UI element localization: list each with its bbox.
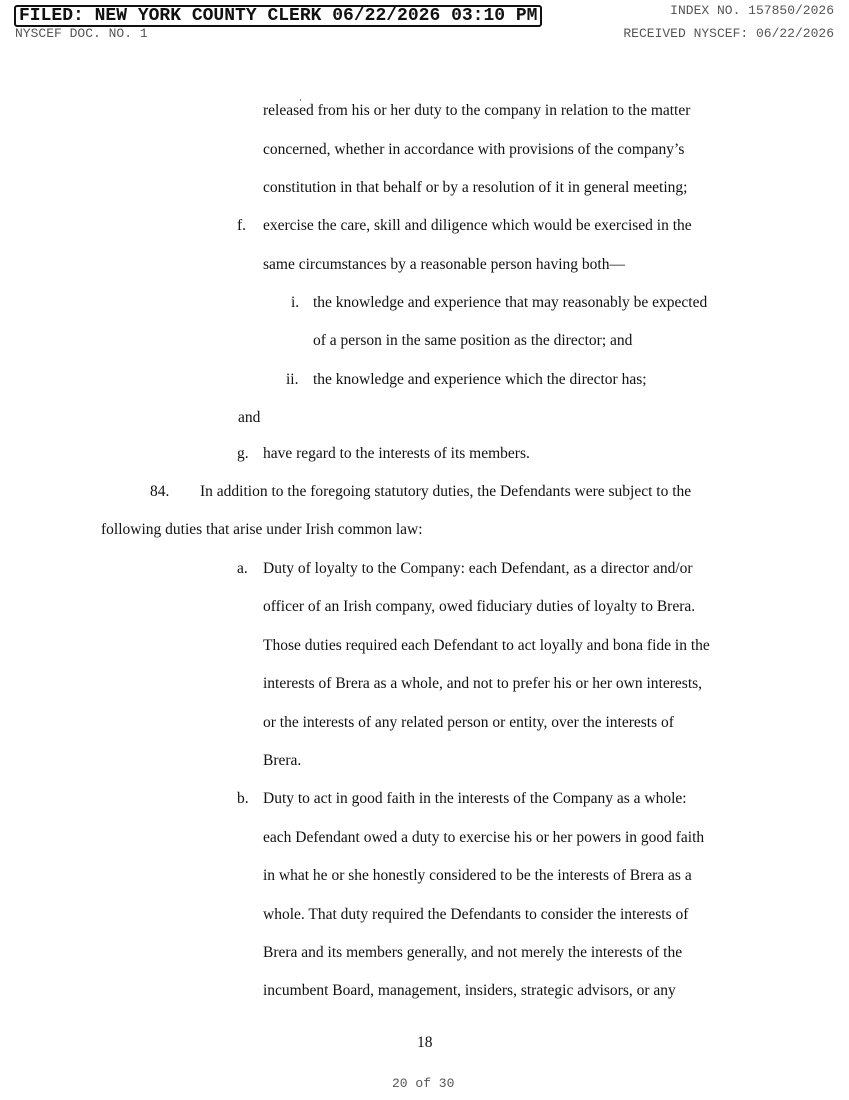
item-ii-marker: ii. <box>286 371 299 388</box>
item-b-line-5: Brera and its members generally, and not merely the interests of the <box>263 944 683 961</box>
item-e-line-1: released from his or her duty to the company in relation to the matter <box>263 102 691 119</box>
item-f-marker: f. <box>237 217 247 234</box>
paragraph-84-number: 84. <box>150 483 170 500</box>
item-b-line-4: whole. That duty required the Defendants to consider the interests of <box>263 906 689 923</box>
scan-mark <box>300 99 301 101</box>
item-i-marker: i. <box>291 294 300 311</box>
and-text: and <box>238 409 261 426</box>
item-b-marker: b. <box>237 790 249 807</box>
item-a-marker: a. <box>237 560 248 577</box>
item-b-line-6: incumbent Board, management, insiders, strategic advisors, or any <box>263 982 676 999</box>
paragraph-84-line-1: In addition to the foregoing statutory duties, the Defendants were subject to the <box>200 483 692 500</box>
item-f-line-1: exercise the care, skill and diligence which would be exercised in the <box>263 217 692 234</box>
page-number: 18 <box>417 1034 433 1051</box>
page-of-total: 20 of 30 <box>392 1076 455 1091</box>
paragraph-84-line-2: following duties that arise under Irish common law: <box>101 521 423 538</box>
item-b-line-3: in what he or she honestly considered to be the interests of Brera as a <box>263 867 692 884</box>
item-a-line-2: officer of an Irish company, owed fiduciary duties of loyalty to Brera. <box>263 598 696 615</box>
item-a-line-5: or the interests of any related person or entity, over the interests of <box>263 714 674 731</box>
item-i-line-2: of a person in the same position as the director; and <box>313 332 633 349</box>
item-b-line-2: each Defendant owed a duty to exercise his or her powers in good faith <box>263 829 705 846</box>
received-nyscef-date: RECEIVED NYSCEF: 06/22/2026 <box>623 26 834 41</box>
item-ii-line-1: the knowledge and experience which the director has; <box>313 371 647 388</box>
item-a-line-4: interests of Brera as a whole, and not to prefer his or her own interests, <box>263 675 703 692</box>
item-i-line-1: the knowledge and experience that may reasonably be expected <box>313 294 708 311</box>
item-a-line-1: Duty of loyalty to the Company: each Defendant, as a director and/or <box>263 560 693 577</box>
item-e-line-3: constitution in that behalf or by a resolution of it in general meeting; <box>263 179 688 196</box>
item-a-line-6: Brera. <box>263 752 302 769</box>
index-number: INDEX NO. 157850/2026 <box>670 3 834 18</box>
item-f-line-2: same circumstances by a reasonable person having both— <box>263 256 625 273</box>
nyscef-doc-number: NYSCEF DOC. NO. 1 <box>15 26 148 41</box>
item-e-line-2: concerned, whether in accordance with provisions of the company’s <box>263 141 685 158</box>
item-g-marker: g. <box>237 445 249 462</box>
item-a-line-3: Those duties required each Defendant to act loyally and bona fide in the <box>263 637 710 654</box>
filed-banner: FILED: NEW YORK COUNTY CLERK 06/22/2026 03:10 PM <box>14 5 542 27</box>
item-g-line-1: have regard to the interests of its members. <box>263 445 530 462</box>
item-b-line-1: Duty to act in good faith in the interests of the Company as a whole: <box>263 790 687 807</box>
